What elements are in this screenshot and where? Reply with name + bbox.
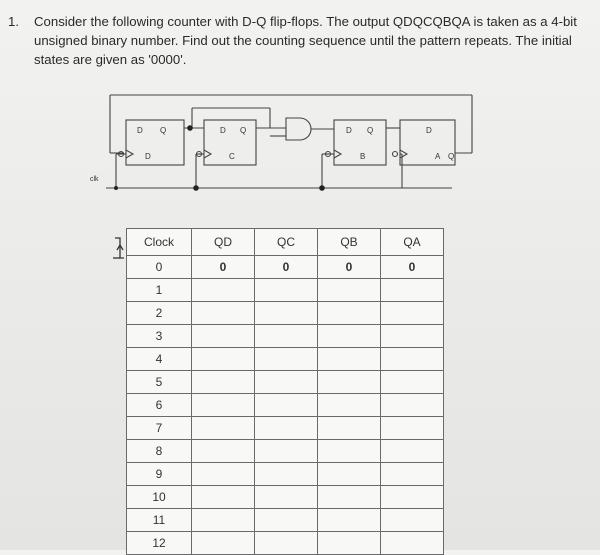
table-row: [127, 486, 444, 509]
table-row: [127, 463, 444, 486]
clock-cell: 1: [127, 279, 192, 302]
header-clock: Clock: [127, 229, 192, 256]
clock-cell: 10: [127, 486, 192, 509]
table-row: [127, 348, 444, 371]
ff-d-pin-q: Q: [160, 126, 167, 135]
state-cell[interactable]: [255, 417, 318, 440]
state-cell[interactable]: [255, 371, 318, 394]
flipflop-d: [126, 120, 184, 165]
state-cell[interactable]: [255, 486, 318, 509]
table-row: [127, 532, 444, 555]
state-cell[interactable]: [381, 486, 444, 509]
clock-cell: 4: [127, 348, 192, 371]
state-cell[interactable]: [255, 532, 318, 555]
table-row: [127, 394, 444, 417]
state-cell[interactable]: [381, 532, 444, 555]
table-row: [127, 440, 444, 463]
state-cell[interactable]: [192, 532, 255, 555]
state-cell[interactable]: [255, 325, 318, 348]
ff-d-pin-d: D: [137, 126, 143, 135]
clock-cell: 7: [127, 417, 192, 440]
ff-c-pin-d: D: [220, 126, 226, 135]
rising-edge-icon: [112, 236, 126, 262]
state-cell[interactable]: [318, 394, 381, 417]
state-cell[interactable]: [381, 302, 444, 325]
state-cell[interactable]: [318, 486, 381, 509]
state-cell[interactable]: [381, 509, 444, 532]
state-cell[interactable]: [318, 348, 381, 371]
state-cell[interactable]: [192, 417, 255, 440]
clock-cell: 6: [127, 394, 192, 417]
state-cell[interactable]: 0: [381, 256, 444, 279]
question-text: Consider the following counter with D-Q flip-flops. The output QDQCQBQA is taken as a 4-bit unsigned binary number. Find out the counting sequence until the pattern repeats. The initial states are given as '0000'.: [34, 14, 577, 67]
clock-cell: 0: [127, 256, 192, 279]
clock-cell: 9: [127, 463, 192, 486]
state-cell[interactable]: [192, 371, 255, 394]
clock-cell: 3: [127, 325, 192, 348]
clock-cell: 11: [127, 509, 192, 532]
state-cell[interactable]: [318, 509, 381, 532]
clock-label: clk: [90, 176, 99, 183]
state-cell[interactable]: [255, 509, 318, 532]
ff-d-label: D: [145, 152, 151, 161]
ff-b-pin-d: D: [346, 126, 352, 135]
state-cell[interactable]: [192, 279, 255, 302]
state-cell[interactable]: [255, 394, 318, 417]
state-cell[interactable]: [318, 417, 381, 440]
state-cell[interactable]: [381, 348, 444, 371]
table-row: [127, 279, 444, 302]
state-cell[interactable]: 0: [192, 256, 255, 279]
table-header-row: [127, 229, 444, 256]
ff-a-label: A: [435, 152, 441, 161]
state-cell[interactable]: [381, 279, 444, 302]
header-qa: QA: [381, 229, 444, 256]
table-row: [127, 371, 444, 394]
state-cell[interactable]: [318, 440, 381, 463]
question-number: 1.: [8, 14, 19, 29]
ff-c-label: C: [229, 152, 235, 161]
state-cell[interactable]: [255, 463, 318, 486]
ff-c-pin-q: Q: [240, 126, 247, 135]
table-row: [127, 302, 444, 325]
state-cell[interactable]: [381, 417, 444, 440]
counting-sequence-table: [126, 228, 444, 555]
state-cell[interactable]: [255, 348, 318, 371]
clock-cell: 12: [127, 532, 192, 555]
header-qb: QB: [318, 229, 381, 256]
state-cell[interactable]: [318, 325, 381, 348]
state-cell[interactable]: [192, 486, 255, 509]
state-cell[interactable]: 0: [318, 256, 381, 279]
state-cell[interactable]: [381, 440, 444, 463]
state-cell[interactable]: [255, 440, 318, 463]
clock-cell: 8: [127, 440, 192, 463]
clock-cell: 2: [127, 302, 192, 325]
ff-a-pin-d: D: [426, 126, 432, 135]
ff-b-label: B: [360, 152, 366, 161]
state-cell[interactable]: [318, 463, 381, 486]
header-qd: QD: [192, 229, 255, 256]
table-row: [127, 417, 444, 440]
state-cell[interactable]: [192, 509, 255, 532]
table-row: [127, 256, 444, 279]
header-qc: QC: [255, 229, 318, 256]
state-cell[interactable]: [192, 302, 255, 325]
ff-a-pin-q: Q: [448, 152, 455, 161]
state-cell[interactable]: [192, 440, 255, 463]
state-cell[interactable]: [318, 532, 381, 555]
state-cell[interactable]: [255, 302, 318, 325]
state-cell[interactable]: [192, 394, 255, 417]
state-cell[interactable]: [381, 394, 444, 417]
state-cell[interactable]: [255, 279, 318, 302]
state-cell[interactable]: [192, 463, 255, 486]
state-cell[interactable]: [381, 371, 444, 394]
state-cell[interactable]: [381, 463, 444, 486]
clock-cell: 5: [127, 371, 192, 394]
state-cell[interactable]: [381, 325, 444, 348]
state-cell[interactable]: [192, 348, 255, 371]
state-cell[interactable]: 0: [255, 256, 318, 279]
state-cell[interactable]: [192, 325, 255, 348]
state-cell[interactable]: [318, 371, 381, 394]
ff-b-pin-q: Q: [367, 126, 374, 135]
state-cell[interactable]: [318, 302, 381, 325]
state-cell[interactable]: [318, 279, 381, 302]
table-row: [127, 509, 444, 532]
table-row: [127, 325, 444, 348]
